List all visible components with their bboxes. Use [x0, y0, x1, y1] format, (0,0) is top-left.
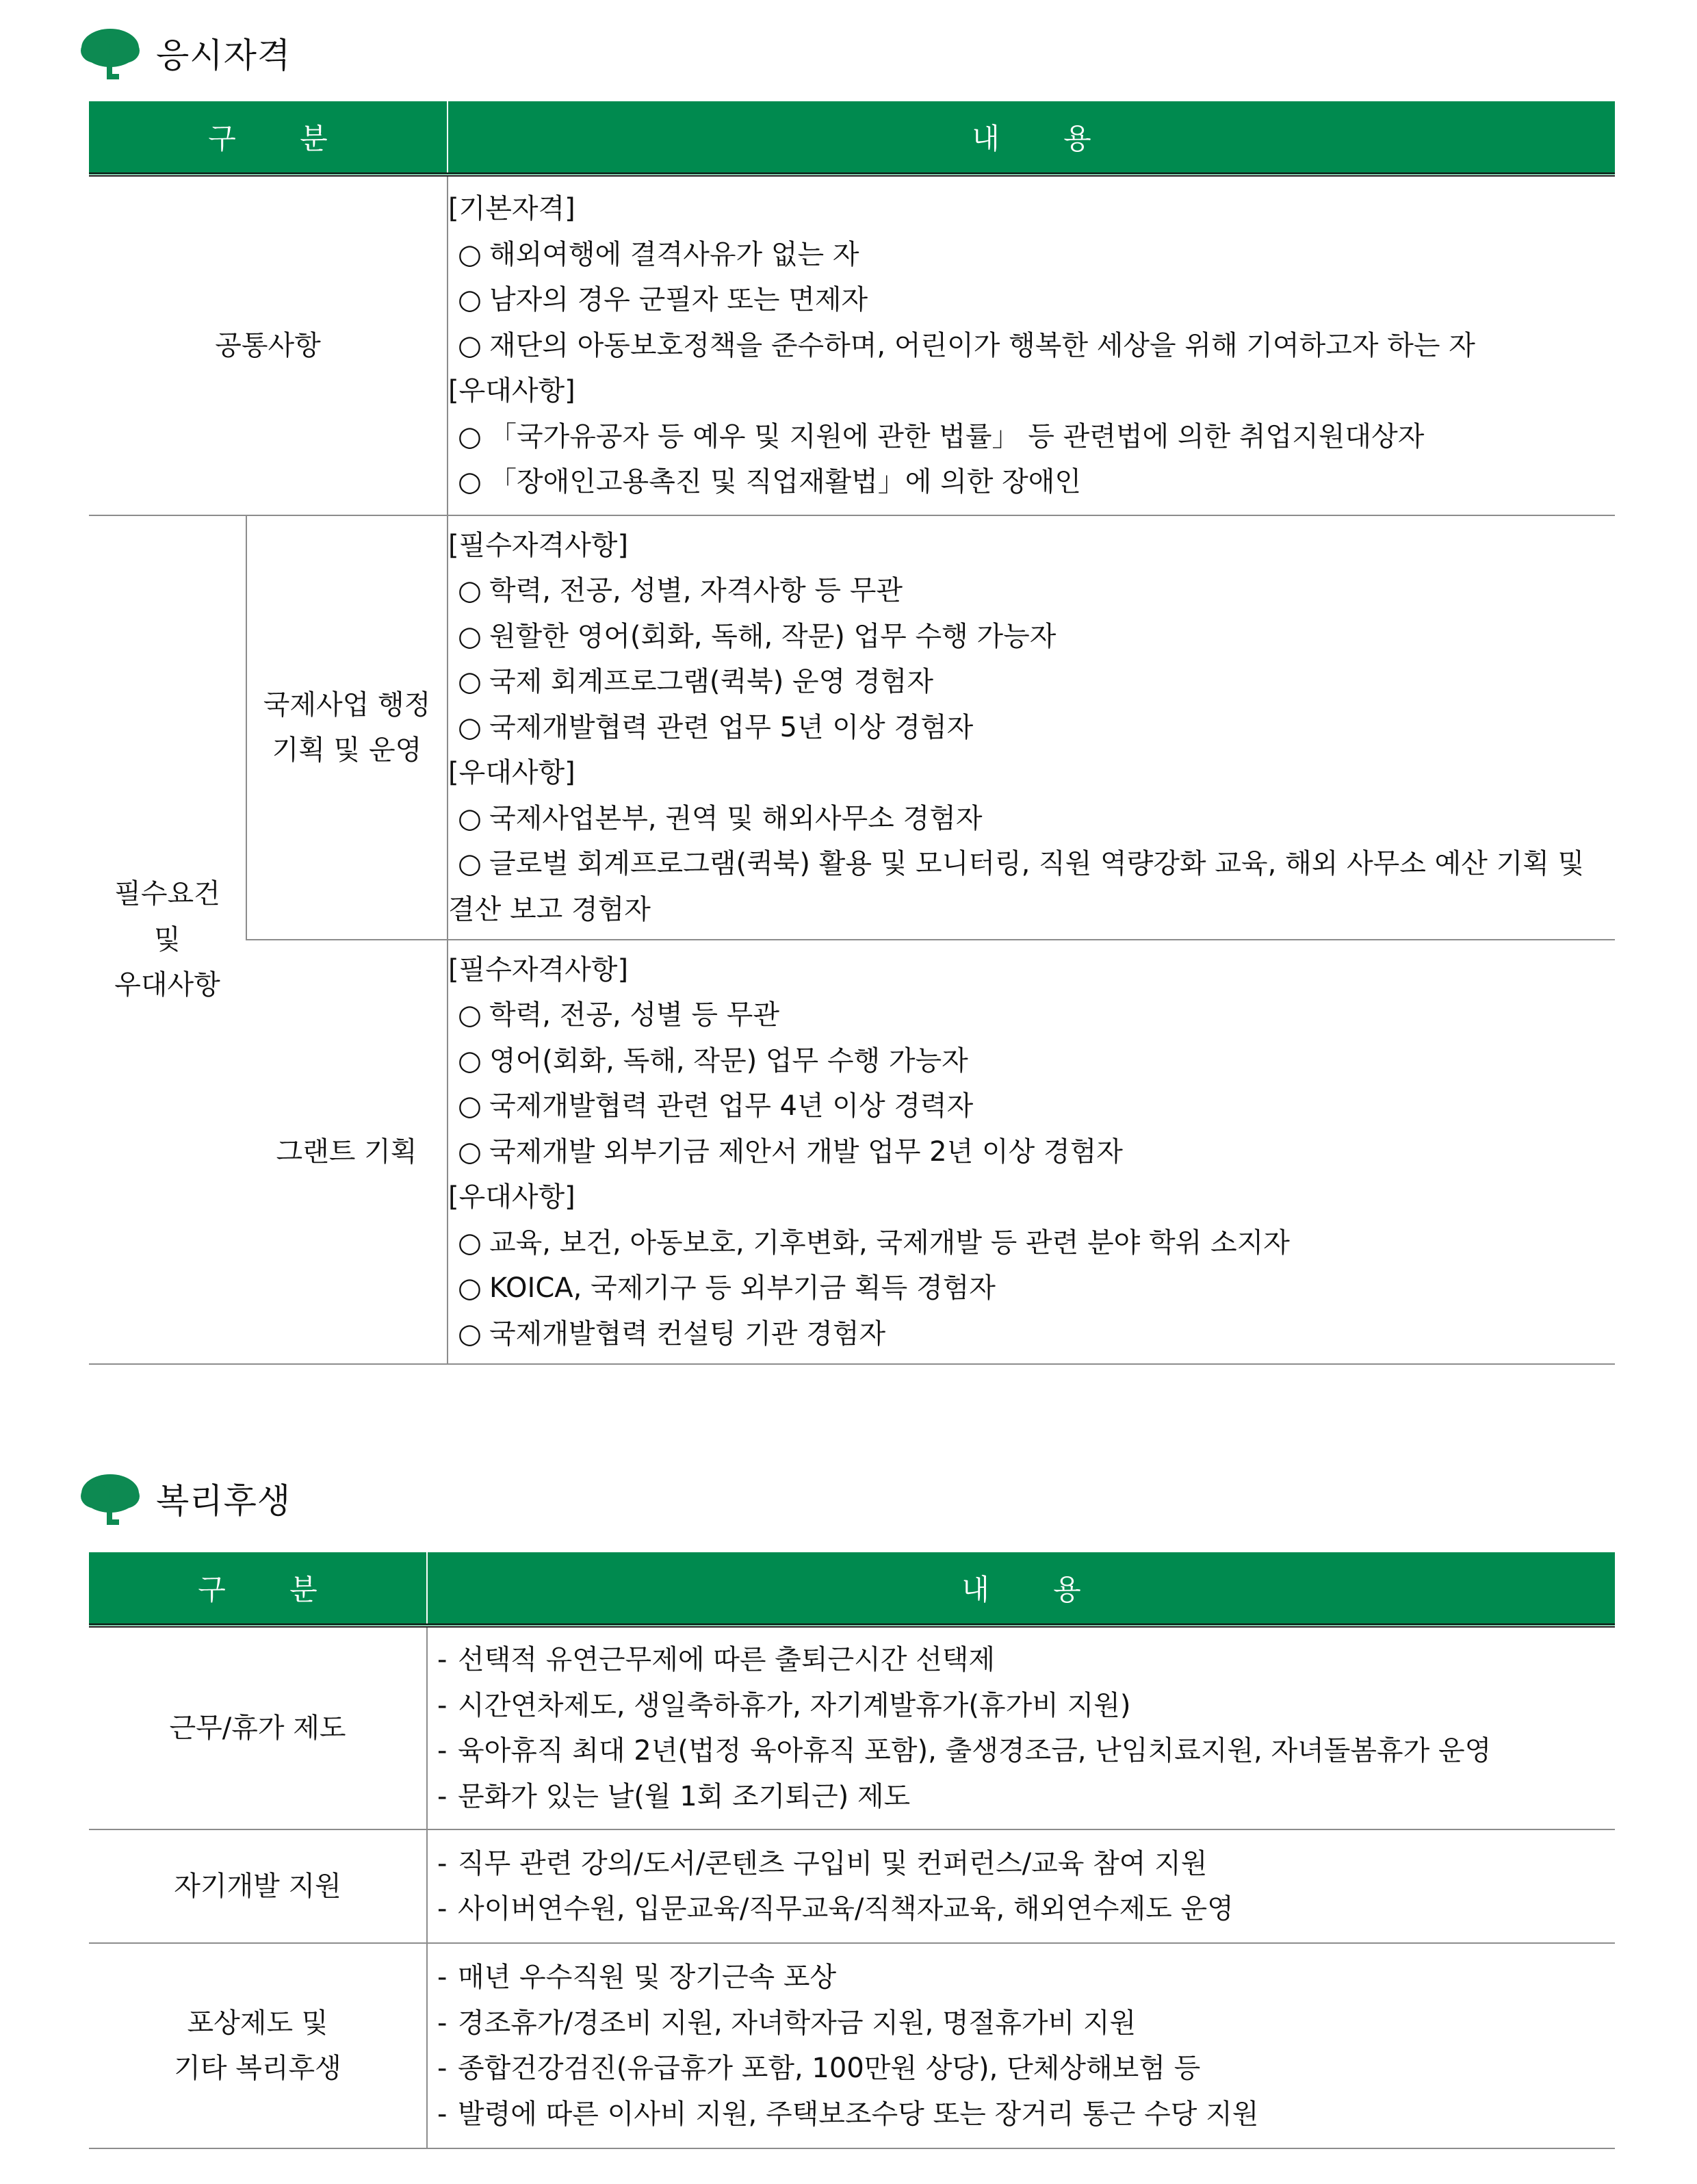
- dash-bullet-icon: -: [437, 1689, 448, 1721]
- list-item: ○ 교육, 보건, 아동보호, 기후변화, 국제개발 등 관련 분야 학위 소지자: [448, 1220, 1615, 1266]
- dash-bullet-icon: -: [437, 1644, 448, 1675]
- row-label-work-leave: 근무/휴가 제도: [89, 1626, 427, 1829]
- circle-bullet-icon: ○: [458, 575, 482, 607]
- circle-bullet-icon: ○: [458, 999, 482, 1031]
- section-title-benefits: [79, 1469, 291, 1528]
- row-label-common: 공통사항: [89, 175, 448, 515]
- circle-bullet-icon: ○: [458, 1044, 482, 1077]
- list-item: ○ 국제 회계프로그램(퀵북) 운영 경험자: [448, 659, 1615, 705]
- row-content-work-leave: [427, 1626, 1615, 1829]
- list-item: - 종합건강검진(유급휴가 포함, 100만원 상당), 단체상해보험 등: [428, 2046, 1615, 2092]
- list-item: ○ 국제개발협력 관련 업무 5년 이상 경험자: [448, 705, 1615, 751]
- qualifications-table: [89, 101, 1615, 1365]
- circle-bullet-icon: ○: [458, 1135, 482, 1168]
- dash-bullet-icon: -: [437, 1780, 448, 1812]
- list-item: - 발령에 따른 이사비 지원, 주택보조수당 또는 장거리 통근 수당 지원: [428, 2092, 1615, 2137]
- table-row-rewards: [89, 1943, 1615, 2148]
- circle-bullet-icon: ○: [458, 1090, 482, 1122]
- dash-bullet-icon: -: [437, 2053, 448, 2084]
- circle-bullet-icon: ○: [458, 848, 482, 880]
- list-item: ○ 국제개발 외부기금 제안서 개발 업무 2년 이상 경험자: [448, 1129, 1615, 1175]
- row-label-rewards: 포상제도 및 기타 복리후생: [89, 1943, 427, 2148]
- table-row-self-development: [89, 1829, 1615, 1943]
- header-content: 내 용: [427, 1552, 1615, 1626]
- circle-bullet-icon: ○: [458, 420, 482, 452]
- list-item: ○ 남자의 경우 군필자 또는 면제자: [448, 277, 1615, 323]
- role-content-grant: [448, 940, 1615, 1364]
- table-row-role-admin: [89, 515, 1615, 940]
- row-content-common: [448, 175, 1615, 515]
- circle-bullet-icon: ○: [458, 284, 482, 316]
- dash-bullet-icon: -: [437, 2098, 448, 2130]
- benefits-table: [89, 1552, 1615, 2149]
- section-title-text: 복리후생: [156, 1481, 292, 1521]
- role-label-admin: 국제사업 행정 기획 및 운영: [246, 515, 448, 940]
- header-category: 구 분: [89, 1552, 427, 1626]
- list-item: ○ 학력, 전공, 성별 등 무관: [448, 992, 1615, 1038]
- content-heading: [우대사항]: [448, 1181, 575, 1213]
- list-item: - 문화가 있는 날(월 1회 조기퇴근) 제도: [428, 1774, 1615, 1820]
- content-heading: [우대사항]: [448, 375, 575, 407]
- list-item: ○ 「국가유공자 등 예우 및 지원에 관한 법률」 등 관련법에 의한 취업지원대상자: [448, 414, 1615, 460]
- circle-bullet-icon: ○: [458, 1272, 482, 1305]
- list-item: - 경조휴가/경조비 지원, 자녀학자금 지원, 명절휴가비 지원: [428, 2001, 1615, 2046]
- list-item: - 시간연차제도, 생일축하휴가, 자기계발휴가(휴가비 지원): [428, 1683, 1615, 1729]
- list-item: ○ 국제사업본부, 권역 및 해외사무소 경험자: [448, 796, 1615, 842]
- circle-bullet-icon: ○: [458, 711, 482, 743]
- list-item: ○ 「장애인고용촉진 및 직업재활법」에 의한 장애인: [448, 459, 1615, 505]
- dash-bullet-icon: -: [437, 1735, 448, 1767]
- list-item: ○ 원할한 영어(회화, 독해, 작문) 업무 수행 가능자: [448, 614, 1615, 660]
- circle-bullet-icon: ○: [458, 329, 482, 361]
- list-item: ○ 영어(회화, 독해, 작문) 업무 수행 가능자: [448, 1038, 1615, 1084]
- dash-bullet-icon: -: [437, 2007, 448, 2039]
- role-label-grant: 그랜트 기획: [246, 940, 448, 1364]
- row-content-rewards: [427, 1943, 1615, 2148]
- list-item: ○ 재단의 아동보호정책을 준수하며, 어린이가 행복한 세상을 위해 기여하고자 하는 자: [448, 323, 1615, 369]
- circle-bullet-icon: ○: [458, 466, 482, 498]
- circle-bullet-icon: ○: [458, 620, 482, 652]
- content-heading: [필수자격사항]: [448, 953, 629, 986]
- list-item: - 선택적 유연근무제에 따른 출퇴근시간 선택제: [428, 1637, 1615, 1683]
- list-item: ○ 글로벌 회계프로그램(퀵북) 활용 및 모니터링, 직원 역량강화 교육, 해외 사무소 예산 기획 및 결산 보고 경험자: [448, 841, 1615, 932]
- section-title-text: 응시자격: [156, 36, 292, 75]
- header-content: 내 용: [448, 101, 1615, 175]
- table-row-common: [89, 175, 1615, 515]
- circle-bullet-icon: ○: [458, 1226, 482, 1259]
- list-item: - 직무 관련 강의/도서/콘텐츠 구입비 및 컨퍼런스/교육 참여 지원: [428, 1841, 1615, 1887]
- circle-bullet-icon: ○: [458, 802, 482, 834]
- table-row-work-leave: [89, 1626, 1615, 1829]
- list-item: ○ KOICA, 국제기구 등 외부기금 획득 경험자: [448, 1266, 1615, 1311]
- dash-bullet-icon: -: [437, 1847, 448, 1879]
- row-label-required: 필수요건 및 우대사항: [89, 515, 246, 1364]
- tree-icon: [79, 23, 141, 82]
- dash-bullet-icon: -: [437, 1893, 448, 1925]
- dash-bullet-icon: -: [437, 1962, 448, 1993]
- list-item: ○ 해외여행에 결격사유가 없는 자: [448, 232, 1615, 278]
- content-heading: [기본자격]: [448, 193, 575, 225]
- row-label-self-development: 자기개발 지원: [89, 1829, 427, 1943]
- content-heading: [필수자격사항]: [448, 529, 629, 561]
- list-item: - 매년 우수직원 및 장기근속 포상: [428, 1955, 1615, 2001]
- content-heading: [우대사항]: [448, 757, 575, 789]
- list-item: ○ 국제개발협력 컨설팅 기관 경험자: [448, 1311, 1615, 1357]
- list-item: ○ 국제개발협력 관련 업무 4년 이상 경력자: [448, 1083, 1615, 1129]
- list-item: ○ 학력, 전공, 성별, 자격사항 등 무관: [448, 568, 1615, 614]
- role-content-admin: [448, 515, 1615, 940]
- circle-bullet-icon: ○: [458, 1318, 482, 1350]
- header-category: 구 분: [89, 101, 448, 175]
- row-content-self-development: [427, 1829, 1615, 1943]
- section-title-qualifications: [79, 23, 291, 82]
- circle-bullet-icon: ○: [458, 666, 482, 698]
- list-item: - 사이버연수원, 입문교육/직무교육/직책자교육, 해외연수제도 운영: [428, 1886, 1615, 1932]
- list-item: - 육아휴직 최대 2년(법정 육아휴직 포함), 출생경조금, 난임치료지원, 자녀돌봄휴가 운영: [428, 1728, 1615, 1774]
- circle-bullet-icon: ○: [458, 238, 482, 270]
- table-row-role-grant: [89, 940, 1615, 1364]
- tree-icon: [79, 1469, 141, 1528]
